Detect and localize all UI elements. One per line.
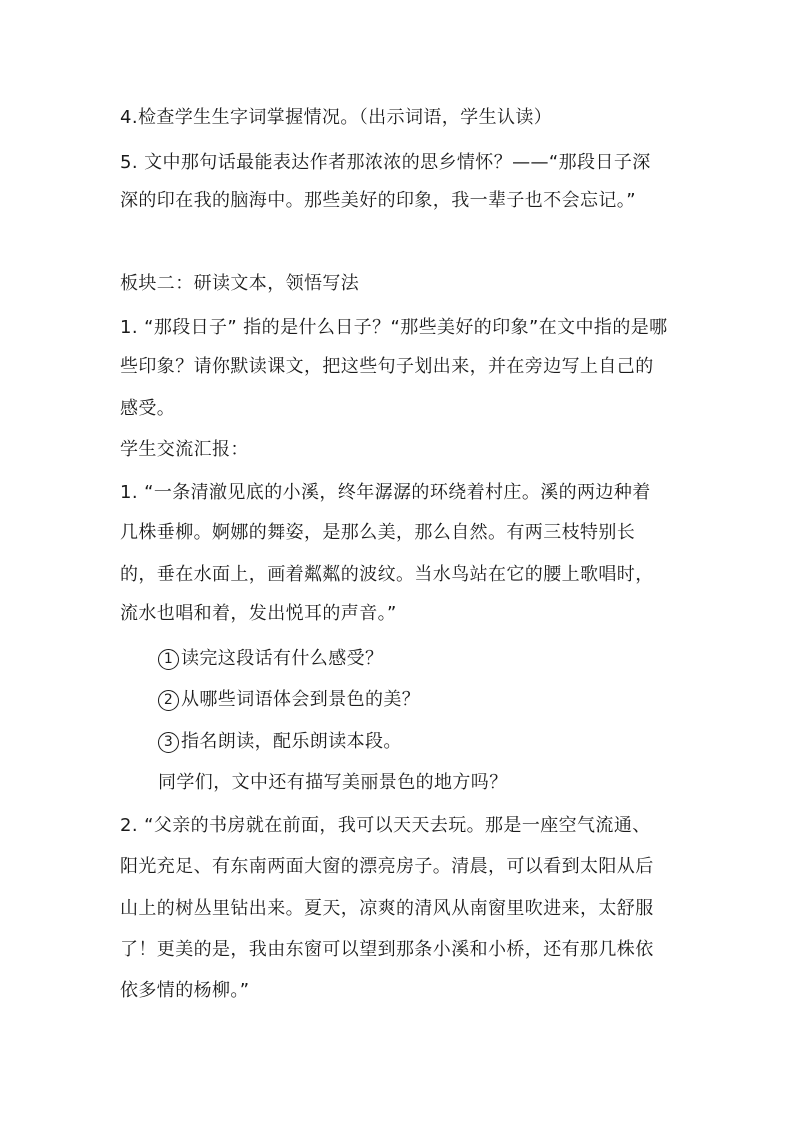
transition-line: 同学们，文中还有描写美丽景色的地方吗？ <box>158 772 508 793</box>
item-4-line: 4.检查学生生字词掌握情况。（出示词语，学生认读） <box>120 107 553 128</box>
circled-number-2: 2 <box>158 690 179 711</box>
question-1-line-1: 1. “那段日子” 指的是什么日子？“那些美好的印象”在文中指的是哪 <box>120 317 668 338</box>
sub-question-1 <box>158 647 383 671</box>
passage-2-line-5: 依多情的杨柳。” <box>120 980 250 1001</box>
passage-2-line-1: 2. “父亲的书房就在前面，我可以天天去玩。那是一座空气流通、 <box>120 815 651 836</box>
passage-1-line-4: 流水也唱和着，发出悦耳的声音。” <box>120 603 397 624</box>
item-5-line-2: 深的印在我的脑海中。那些美好的印象，我一辈子也不会忘记。” <box>120 190 636 211</box>
sub-question-3 <box>158 730 402 754</box>
sub-question-2 <box>158 688 420 712</box>
question-1-line-2: 些印象？请你默读课文，把这些句子划出来，并在旁边写上自己的 <box>120 356 654 377</box>
sub-question-3-text: 指名朗读，配乐朗读本段。 <box>181 731 402 752</box>
section-2-heading: 板块二：研读文本，领悟写法 <box>120 273 360 294</box>
circled-number-3: 3 <box>158 732 179 753</box>
passage-2-line-4: 了！更美的是，我由东窗可以望到那条小溪和小桥，还有那几株依 <box>120 939 654 960</box>
passage-1-line-3: 的，垂在水面上，画着粼粼的波纹。当水鸟站在它的腰上歌唱时， <box>120 564 654 585</box>
report-heading: 学生交流汇报： <box>120 439 249 460</box>
passage-1-line-1: 1. “一条清澈见底的小溪，终年潺潺的环绕着村庄。溪的两边种着 <box>120 482 651 503</box>
passage-2-line-3: 山上的树丛里钻出来。夏天，凉爽的清风从南窗里吹进来，太舒服 <box>120 898 654 919</box>
passage-1-line-2: 几株垂柳。婀娜的舞姿，是那么美，那么自然。有两三枝特别长 <box>120 522 636 543</box>
passage-2-line-2: 阳光充足、有东南两面大窗的漂亮房子。清晨，可以看到太阳从后 <box>120 856 654 877</box>
sub-question-1-text: 读完这段话有什么感受？ <box>181 648 384 669</box>
item-5-line-1: 5. 文中那句话最能表达作者那浓浓的思乡情怀？——“那段日子深 <box>120 152 651 173</box>
circled-number-1: 1 <box>158 649 179 670</box>
sub-question-2-text: 从哪些词语体会到景色的美？ <box>181 689 421 710</box>
question-1-line-3: 感受。 <box>120 398 176 419</box>
